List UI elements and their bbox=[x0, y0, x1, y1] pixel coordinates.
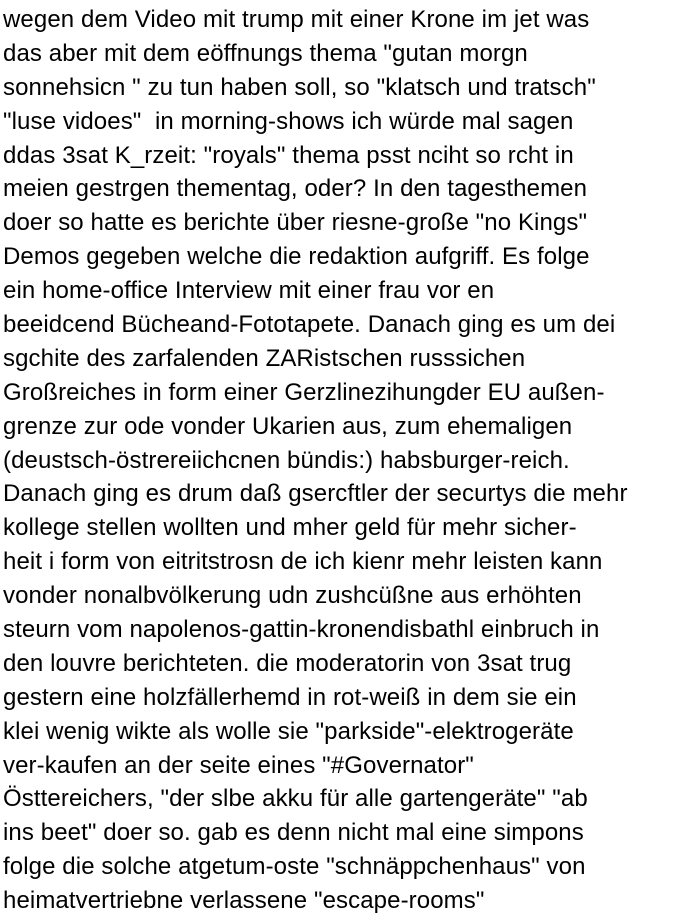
text-line: Großreiches in form einer Gerzlinezihungder EU außen- bbox=[3, 378, 605, 406]
text-line: klei wenig wikte als wolle sie "parkside"-elektrogeräte bbox=[3, 717, 574, 745]
text-line: (deustsch-östrereiichcnen bündis:) habsburger-reich. bbox=[3, 446, 570, 474]
text-line: ein home-office Interview mit einer frau vor en bbox=[3, 277, 495, 305]
text-line: Danach ging es drum daß gsercftler der securtys die mehr bbox=[3, 480, 628, 508]
text-line: sonnehsicn " zu tun haben soll, so "klatsch und tratsch" bbox=[3, 73, 596, 101]
text-line: wegen dem Video mit trump mit einer Krone im jet was bbox=[3, 6, 590, 33]
text-line: ddas 3sat K_rzeit: "royals" thema psst nciht so rcht in bbox=[3, 141, 574, 169]
text-line: beeidcend Bücheand-Fototapete. Danach ging es um dei bbox=[3, 311, 616, 339]
text-line: den louvre berichteten. die moderatorin von 3sat trug bbox=[3, 649, 572, 677]
text-line: folge die solche atgetum-oste "schnäppchenhaus" von bbox=[3, 853, 586, 881]
text-line: Demos gegeben welche die redaktion aufgriff. Es folge bbox=[3, 243, 590, 271]
text-line: heimatvertriebne verlassene "escape-rooms" bbox=[3, 887, 485, 915]
text-line: ins beet" doer so. gab es denn nicht mal eine simpons bbox=[3, 819, 584, 847]
text-line: ver-kaufen an der seite eines "#Governator" bbox=[3, 751, 474, 779]
text-line: kollege stellen wollten und mher geld für mehr sicher- bbox=[3, 514, 577, 542]
text-line: steurn vom napolenos-gattin-kronendisbathl einbruch in bbox=[3, 616, 600, 644]
text-line: vonder nonalbvölkerung udn zushcüßne aus erhöhten bbox=[3, 582, 582, 610]
text-line: gestern eine holzfällerhemd in rot-weiß in dem sie ein bbox=[3, 683, 577, 711]
text-line: doer so hatte es berichte über riesne-große "no Kings" bbox=[3, 209, 588, 237]
text-line: sgchite des zarfalenden ZARistschen russsichen bbox=[3, 344, 526, 372]
text-line: "luse vidoes" in morning-shows ich würde mal sagen bbox=[3, 107, 574, 135]
text-line: meien gestrgen thementag, oder? In den tagesthemen bbox=[3, 175, 588, 203]
text-line: Östtereichers, "der slbe akku für alle gartengeräte" "ab bbox=[3, 785, 588, 813]
text-line: heit i form von eitritstrosn de ich kienr mehr leisten kann bbox=[3, 548, 603, 576]
text-line: grenze zur ode vonder Ukarien aus, zum ehemaligen bbox=[3, 412, 573, 440]
text-line: das aber mit dem eöffnungs thema "gutan morgn bbox=[3, 39, 528, 67]
